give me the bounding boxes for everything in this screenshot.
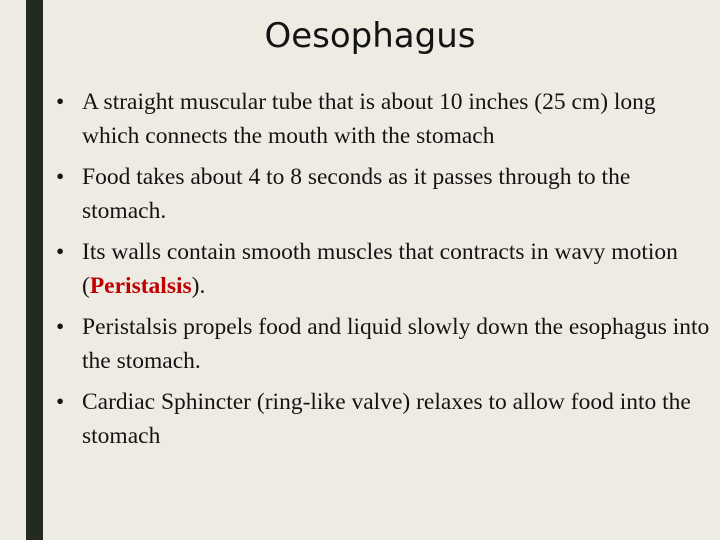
bullet-text: Food takes about 4 to 8 seconds as it passes through to the stomach. [82,164,631,224]
bullet-icon: • [56,389,65,415]
bullet-item [56,311,718,378]
peristalsis-highlight: Peristalsis [89,272,192,299]
slide-title: Oesophagus [264,16,476,56]
bullet-icon: • [56,89,65,115]
bullet-text: A straight muscular tube that is about 10 inches (25 cm) long which connects the mouth with the stomach [82,89,656,149]
bullet-icon: • [56,239,65,265]
bullet-text-before: Its walls contain smooth muscles that contracts in wavy motion ( [82,239,678,299]
bullet-item [56,386,718,453]
bullet-text: Peristalsis propels food and liquid slowly down the esophagus into the stomach. [82,314,710,374]
bullet-icon: • [56,164,65,190]
bullet-text: Cardiac Sphincter (ring-like valve) relaxes to allow food into the stomach [82,389,691,449]
bullet-list [56,86,718,461]
bullet-item [56,86,718,153]
bullet-icon: • [56,314,65,340]
bullet-item [56,236,718,303]
bullet-text-after: ). [191,272,206,299]
decorative-side-bar [26,0,43,540]
bullet-item [56,161,718,228]
